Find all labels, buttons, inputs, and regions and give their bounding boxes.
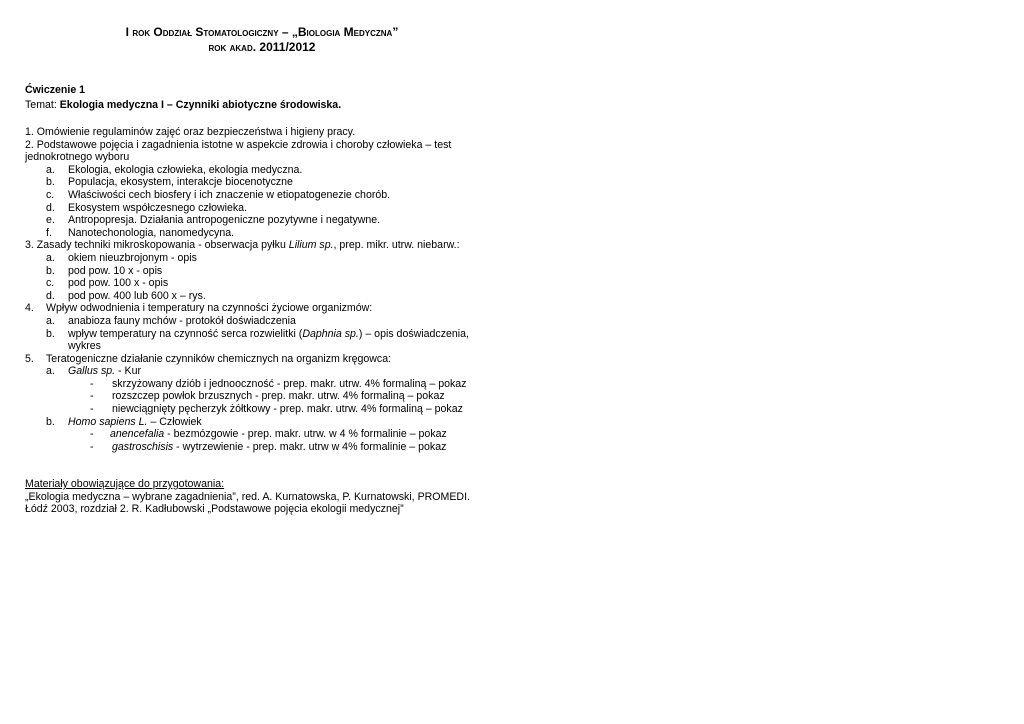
item-3c (25, 277, 505, 290)
list-text: anabioza fauny mchów - protokół doświadczenia (68, 314, 296, 327)
list-text: skrzyżowany dziób i jednooczność - prep. makr. utrw. 4% formaliną – pokaz (112, 377, 467, 390)
list-marker: c. (46, 277, 55, 290)
list-marker: c. (46, 188, 55, 201)
list-marker: 4. (25, 302, 34, 315)
header-title: I rok Oddział Stomatologiczny – „Biologia Medyczna” (125, 25, 399, 39)
item-2b (25, 176, 505, 189)
item-3d (25, 290, 505, 303)
list-marker: d. (46, 201, 55, 214)
item-5b-sub-1 (25, 428, 505, 441)
item-5a-rest: - Kur (115, 365, 142, 378)
item-2a (25, 164, 505, 177)
exercise-title: Ćwiczenie 1 (25, 84, 86, 96)
item-5b-rest: – Człowiek (147, 415, 202, 428)
list-text-rest: ) – opis doświadczenia, (358, 327, 469, 340)
item-4b-line2: wykres (68, 340, 101, 353)
item-5a-species: Gallus sp. (68, 365, 116, 378)
list-text: - wytrzewienie - prep. makr. utrw w 4% formalinie – pokaz (173, 440, 447, 453)
item-5a-sub-1 (25, 378, 505, 391)
list-text: okiem nieuzbrojonym - opis (68, 251, 197, 264)
item-1: 1. Omówienie regulaminów zajęć oraz bezpieczeństwa i higieny pracy. (25, 126, 356, 138)
item-5 (25, 353, 505, 366)
header-year: rok akad. 2011/2012 (208, 40, 316, 54)
materials-line-2: Łódź 2003, rozdział 2. R. Kadłubowski „Podstawowe pojęcia ekologii medycznej” (25, 503, 404, 516)
item-2-line2: jednokrotnego wyboru (25, 151, 130, 164)
list-text: pod pow. 400 lub 600 x – rys. (68, 289, 206, 302)
materials-block (25, 478, 505, 516)
list-text: Nanotechonologia, nanomedycyna. (68, 226, 235, 239)
materials-heading: Materiały obowiązujące do przygotowania: (25, 478, 225, 490)
item-3a (25, 252, 505, 265)
list-marker: b. (46, 327, 55, 340)
list-text: pod pow. 10 x - opis (68, 264, 163, 277)
item-4a (25, 315, 505, 328)
item-4b-species: Daphnia sp. (302, 327, 359, 340)
list-text: Ekologia, ekologia człowieka, ekologia medyczna. (68, 163, 303, 176)
dash-marker: - (90, 440, 94, 453)
item-5b-sub-2 (25, 441, 505, 454)
list-marker: a. (46, 163, 55, 176)
list-text: Antropopresja. Działania antropogeniczne pozytywne i negatywne. (68, 214, 381, 227)
item-5b-species: Homo sapiens L. (68, 415, 148, 428)
list-marker: b. (46, 415, 55, 428)
item-5a-sub-2 (25, 390, 505, 403)
item-2e (25, 214, 505, 227)
list-text: pod pow. 100 x - opis (68, 277, 169, 290)
exercise-topic (25, 99, 505, 112)
list-text: rozszczep powłok brzusznych - prep. makr. utrw. 4% formaliną – pokaz (112, 390, 445, 403)
topic-text: Ekologia medyczna I – Czynniki abiotyczne środowiska. (59, 98, 342, 111)
list-marker: e. (46, 214, 55, 227)
item-5b (25, 416, 505, 429)
list-marker: a. (46, 365, 55, 378)
defect-name: anencefalia (110, 428, 165, 441)
list-marker: 5. (25, 352, 34, 365)
list-text: Wpływ odwodnienia i temperatury na czynności życiowe organizmów: (46, 302, 373, 315)
list-text: Populacja, ekosystem, interakcje biocenotyczne (68, 176, 293, 189)
list-text: Ekosystem współczesnego człowieka. (68, 201, 247, 214)
item-2d (25, 202, 505, 215)
list-text: Teratogeniczne działanie czynników chemicznych na organizm kręgowca: (46, 352, 392, 365)
items-list (25, 126, 505, 453)
list-marker: a. (46, 314, 55, 327)
item-4 (25, 302, 505, 315)
topic-prefix: Temat: (25, 98, 60, 111)
item-5a (25, 365, 505, 378)
item-3b (25, 265, 505, 278)
exercise-block (25, 84, 505, 111)
item-2f (25, 227, 505, 240)
dash-marker: - (90, 403, 94, 416)
item-5a-sub-3 (25, 403, 505, 416)
item-3-species: Lilium sp. (288, 239, 334, 252)
list-marker: d. (46, 289, 55, 302)
list-text: wpływ temperatury na czynność serca rozwielitki ( (68, 327, 303, 340)
item-3 (25, 239, 505, 252)
list-marker: a. (46, 251, 55, 264)
list-marker: b. (46, 176, 55, 189)
list-text: - bezmózgowie - prep. makr. utrw. w 4 % formalinie – pokaz (164, 428, 447, 441)
item-3-text: 3. Zasady techniki mikroskopowania - obserwacja pyłku (25, 239, 289, 252)
item-4b (25, 328, 505, 341)
item-3-rest: , prep. mikr. utrw. niebarw.: (333, 239, 460, 252)
list-text: niewciągnięty pęcherzyk żółtkowy - prep. makr. utrw. 4% formaliną – pokaz (112, 403, 463, 416)
item-2-line1: 2. Podstawowe pojęcia i zagadnienia istotne w aspekcie zdrowia i choroby człowieka – test (25, 138, 452, 151)
dash-marker: - (90, 377, 94, 390)
dash-marker: - (90, 390, 94, 403)
dash-marker: - (90, 428, 94, 441)
list-marker: f. (46, 226, 52, 239)
defect-name: gastroschisis (112, 440, 174, 453)
item-2c (25, 189, 505, 202)
list-marker: b. (46, 264, 55, 277)
list-text: Właściwości cech biosfery i ich znaczenie w etiopatogenezie chorób. (68, 188, 391, 201)
materials-line-1: „Ekologia medyczna – wybrane zagadnienia”, red. A. Kurnatowska, P. Kurnatowski, PROMEDI. (25, 490, 470, 503)
